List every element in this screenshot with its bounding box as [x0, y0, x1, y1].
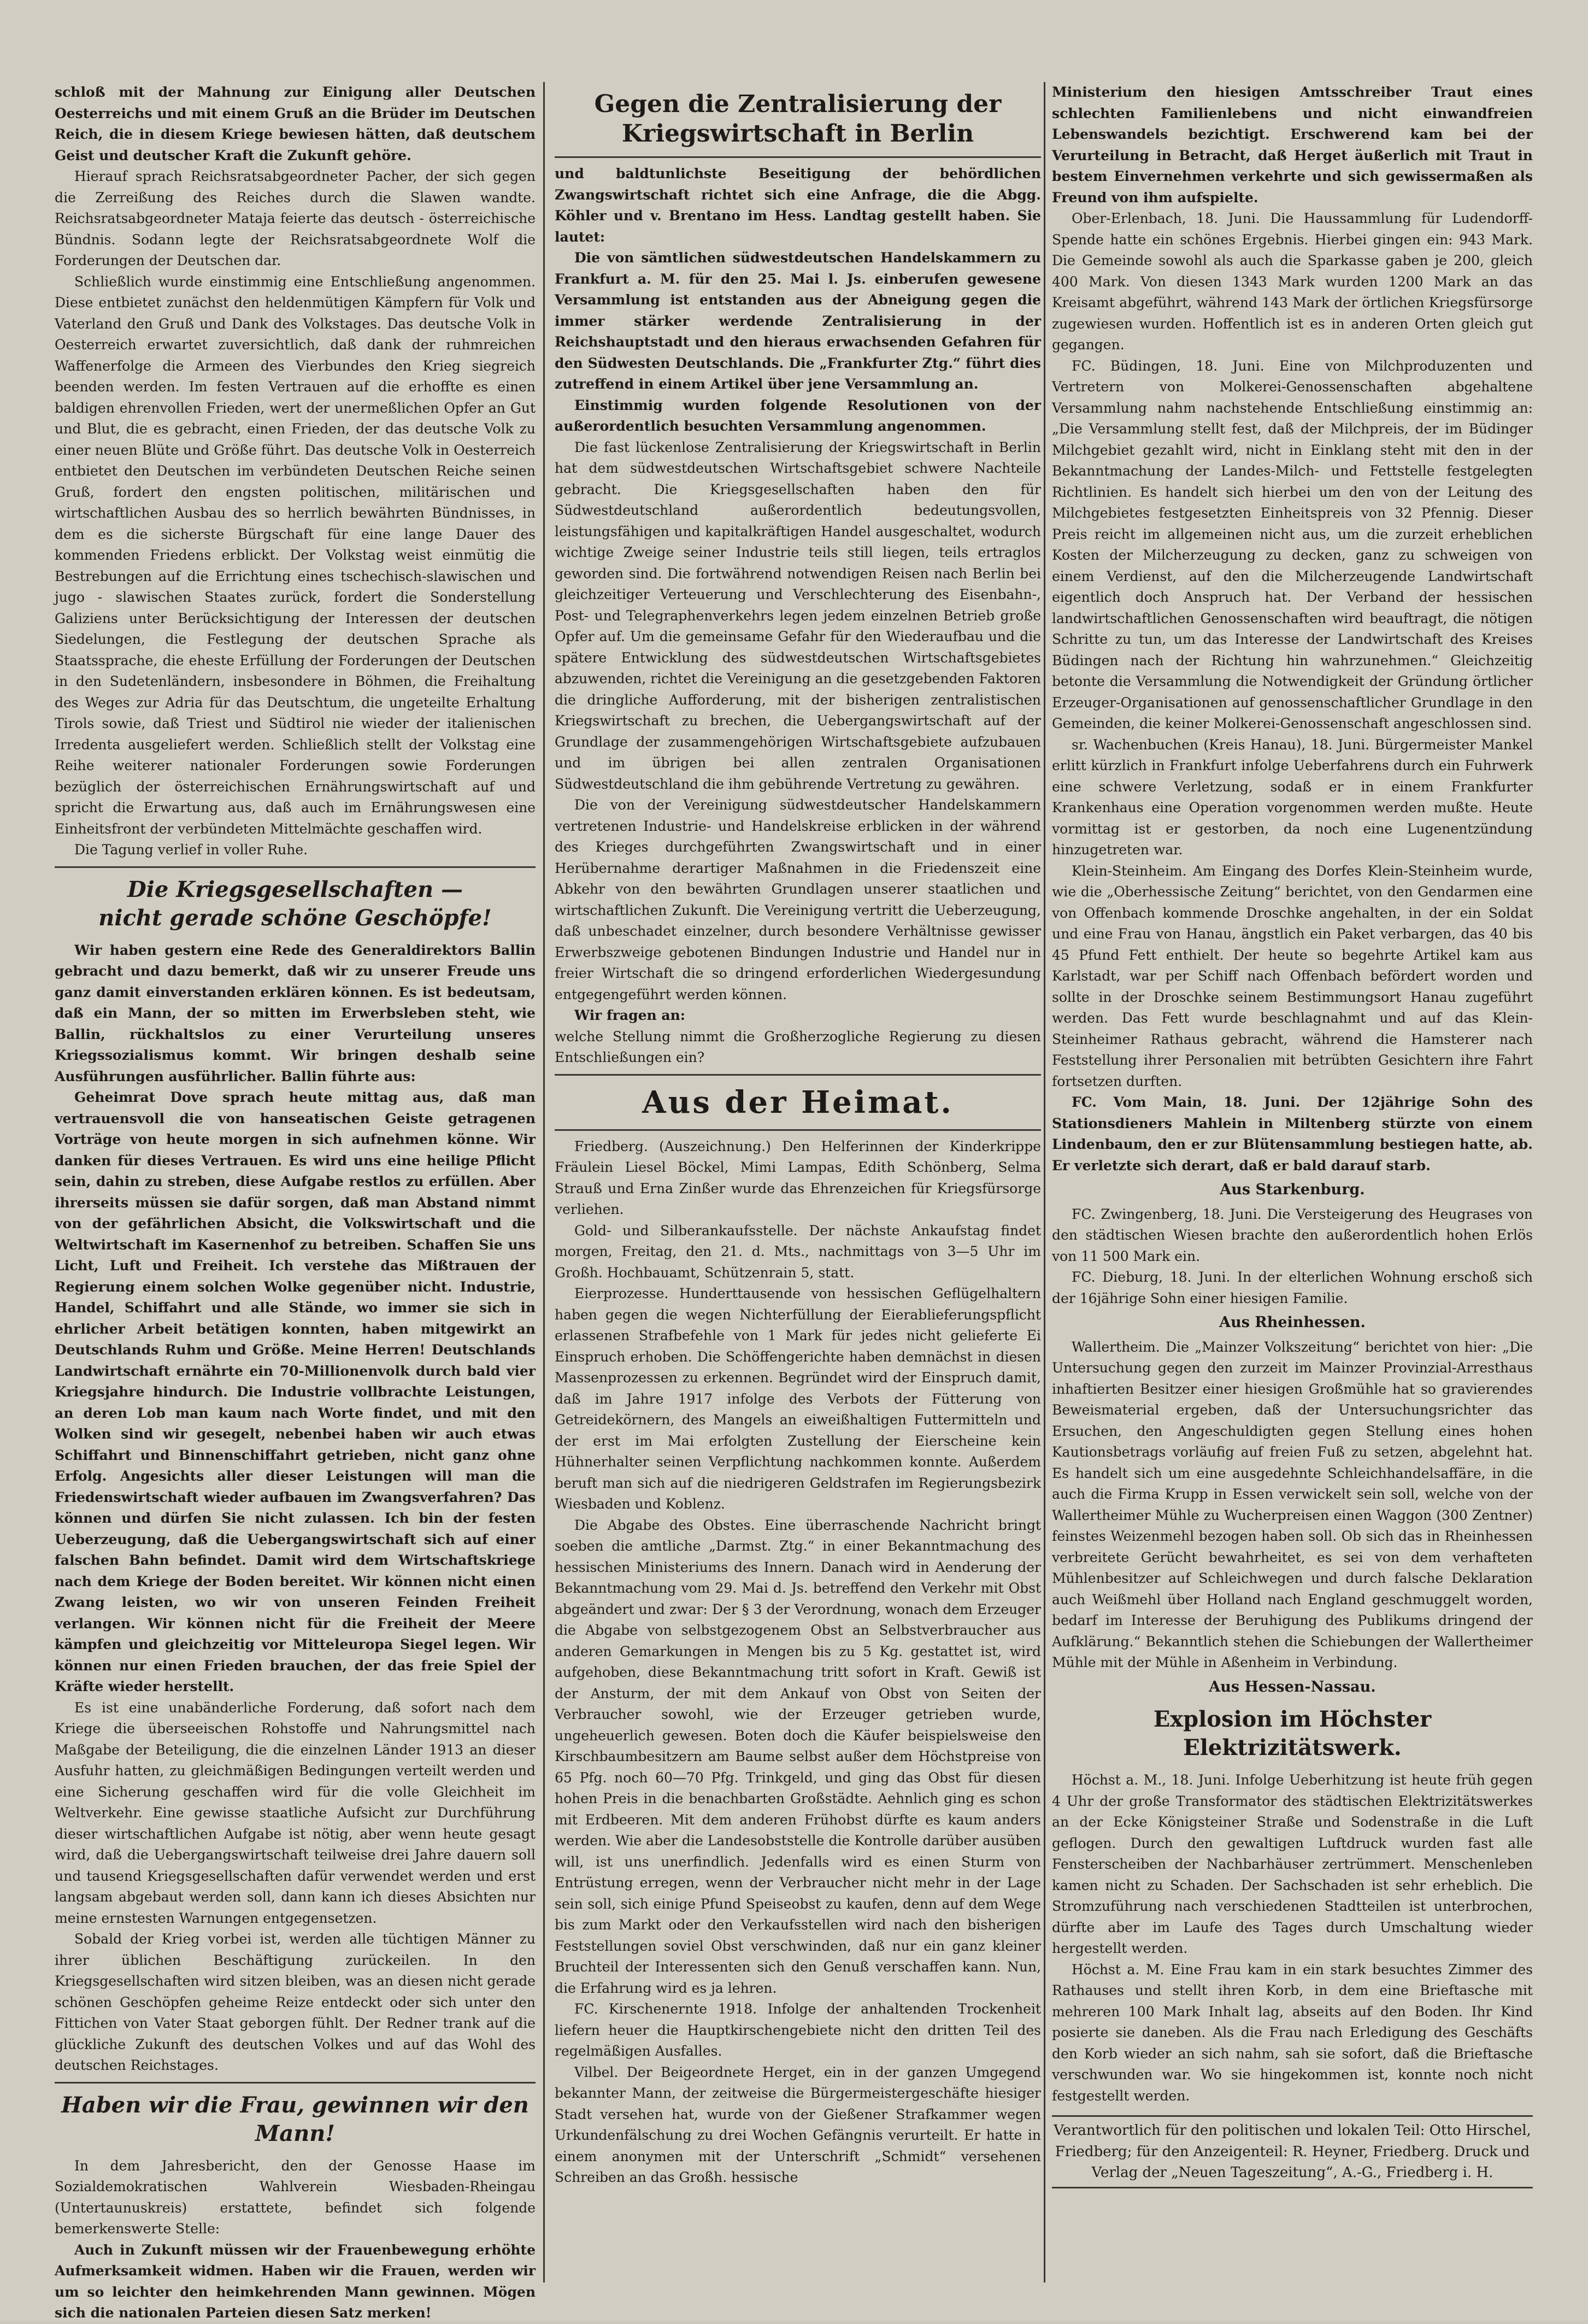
paragraph: Hierauf sprach Reichsratsabgeordneter Pacher, der sich gegen die Zerreißung des Reiches durch die Slawen wandte. Reichsratsabgeordneter Mataja feierte das deutsch - österreichische Bündnis. Sodann legte der Reichsratsabgeordnete Wolf die Forderungen der Deutschen dar.	[55, 168, 536, 268]
divider	[555, 156, 1041, 158]
headline: Explosion im Höchster Elektrizitätswerk.	[1153, 1706, 1432, 1760]
imprint: Verantwortlich für den politischen und lokalen Teil: Otto Hirschel, Friedberg; für den Anzeigenteil: R. Heyner, Friedberg. Druck und Verlag der „Neuen Tageszeitung“, A.-G., Friedberg i. H.	[1052, 2115, 1533, 2188]
headline: Haben wir die Frau, gewinnen wir den Mann!	[61, 2092, 529, 2146]
paragraph: Wir fragen an:	[574, 1007, 686, 1023]
column-divider	[543, 82, 545, 2282]
paragraph: Einstimmig wurden folgende Resolutionen von der außerordentlich besuchten Versammlung angenommen.	[555, 397, 1041, 434]
paragraph: FC. Kirschenernte 1918. Infolge der anhaltenden Trockenheit liefern heuer die Hauptkirschengebiete nicht den dritten Teil des regelmäßigen Ausfalles.	[555, 2001, 1041, 2059]
paragraph: Die Abgabe des Obstes. Eine überraschende Nachricht bringt soeben die amtliche „Darmst. Ztg.“ in einer Bekanntmachung des hessischen Ministeriums des Innern. Danach wird in Aenderung der Bekanntmachung vom 29. Mai d. Js. betreffend den Verkehr mit Obst abgeändert und zwar: Der § 3 der Verordnung, wonach dem Erzeuger die Abgabe von selbstgezogenem Obst an Selbstverbraucher aus anderen Gemarkungen in Mengen bis zu 5 Kg. gestattet ist, wird aufgehoben, diese Bekanntmachung tritt sofort in Kraft. Gewiß ist der Ansturm, der mit dem Ankauf von Obst von Seiten der Verbraucher sowohl, wie der Erzeuger getrieben wurde, ungeheuerlich gewesen. Boten doch die Käufer beispielsweise den Kirschbaumbesitzern am Baume selbst außer dem Höchstpreise von 65 Pfg. noch 60—70 Pfg. Trinkgeld, und ging das Obst für diesen hohen Preis in die benachbarten Großstädte. Aehnlich ging es schon mit Erdbeeren. Mit dem anderen Frühobst dürfte es kaum anders werden. Wie aber die Landesobststelle die Kontrolle darüber ausüben will, ist uns unerfindlich. Jedenfalls wird es einen Sturm von Entrüstung erregen, wenn der Verbraucher nicht mehr in der Lage sein soll, sich einige Pfund Speiseobst zu kaufen, denn auf dem Wege bis zum Markt oder den Verkaufsstellen wird nach den bisherigen Feststellungen soviel Obst verschwinden, daß nur ein ganz kleiner Bruchteil der Interessenten sich den Genuß verschaffen kann. Nun, die Erfahrung wird es ja lehren.	[555, 1517, 1041, 1996]
paragraph: Ministerium den hiesigen Amtsschreiber Traut eines schlechten Familienlebens und nicht einwandfreien Lebenswandels bezichtigt. Erschwerend kam bei der Verurteilung in Betracht, daß Herget äußerlich mit Traut in bestem Einvernehmen verkehrte und sich gewissermaßen als Freund von ihm aufspielte.	[1052, 84, 1533, 206]
headline-line: nicht gerade schöne Geschöpfe!	[98, 905, 492, 931]
paragraph: FC. Büdingen, 18. Juni. Eine von Milchproduzenten und Vertretern von Molkerei-Genossenschaften abgehaltene Versammlung nahm nachstehende Entschließung einstimmig an: „Die Versammlung stellt fest, daß der Milchpreis, der im Büdinger Milchgebiet gezahlt wird, nicht in Einklang steht mit den in der Bekanntmachung der Landes-Milch- und Fettstelle festgelegten Richtlinien. Es handelt sich hierbei um den von der Leitung des Milchgebietes festgesetzten Einheitspreis von 32 Pfennig. Dieser Preis reicht im allgemeinen nicht aus, um die zurzeit erheblichen Kosten der Milcherzeugung zu decken, ganz zu schweigen von einem Verdienst, auf den die Milcherzeugende Landwirtschaft eigentlich doch Anspruch hat. Der Verband der hessischen landwirtschaftlichen Genossenschaften wird beauftragt, die nötigen Schritte zu tun, um das Interesse der Landwirtschaft des Kreises Büdingen nach der Richtung hin wahrzunehmen.“ Gleichzeitig betonte die Versammlung die Notwendigkeit der Gründung örtlicher Erzeuger-Organisationen auf genossenschaftlicher Grundlage in den Gemeinden, die keiner Molkerei-Genossenschaft angeschlossen sind.	[1052, 357, 1533, 731]
paragraph: Die von der Vereinigung südwestdeutscher Handelskammern vertretenen Industrie- und Handelskreise erblicken in der während des Krieges durchgeführten Zwangswirtschaft und in einer Herübernahme derartiger Maßnahmen in die Friedenszeit eine Abkehr von den bewährten Grundlagen unserer staatlichen und wirtschaftlichen Zukunft. Die Vereinigung vertritt die Ueberzeugung, daß unbeschadet einzelner, durch besondere Verhältnisse gewisser Erwerbszweige gebotenen Bindungen Industrie und Handel nur in freier Wirtschaft die so dringend erforderlichen Wiedergesundung entgegengeführt werden können.	[555, 797, 1041, 1002]
paragraph: FC. Vom Main, 18. Juni. Der 12jährige Sohn des Stationsdieners Mahlein in Miltenberg stürzte von einem Lindenbaum, den er zur Blütensammlung bestiegen hatte, ab. Er verletzte sich derart, daß er bald darauf starb.	[1052, 1094, 1533, 1173]
paragraph: In dem Jahresbericht, den der Genosse Haase im Sozialdemokratischen Wahlverein Wiesbaden-Rheingau (Untertaunuskreis) erstattete, befindet sich folgende bemerkenswerte Stelle:	[55, 2157, 536, 2237]
paragraph: Auch in Zukunft müssen wir der Frauenbewegung erhöhte Aufmerksamkeit widmen. Haben wir die Frauen, werden wir um so leichter den heimkehrenden Mann gewinnen. Mögen sich die nationalen Parteien diesen Satz merken!	[55, 2241, 536, 2321]
paragraph: Eierprozesse. Hunderttausende von hessischen Geflügelhaltern haben gegen die wegen Nichterfüllung der Eierablieferungspflicht erlassenen Strafbefehle von 1 Mark für jedes nicht gelieferte Ei Einspruch erhoben. Die Schöffengerichte haben demnächst in diesen Massenprozessen zu erkennen. Begründet wird der Einspruch damit, daß im Jahre 1917 infolge des Verbots der Fütterung von Getreidekörnern, des Mangels an eiweißhaltigen Futtermitteln und der erst im Mai erfolgten Zustellung der Eierscheine kein Hühnerhalter seinen Verpflichtung nachkommen konnte. Außerdem beruft man sich auf die niedrigeren Geldstrafen im Regierungsbezirk Wiesbaden und Koblenz.	[555, 1286, 1041, 1512]
subheading: Aus Starkenburg.	[1220, 1181, 1365, 1198]
subheading: Aus Rheinhessen.	[1219, 1314, 1366, 1331]
column-1	[55, 82, 536, 2321]
paragraph: Die Tagung verlief in voller Ruhe.	[74, 842, 308, 858]
paragraph: Wallertheim. Die „Mainzer Volkszeitung“ berichtet von hier: „Die Untersuchung gegen den zurzeit im Mainzer Provinzial-Arresthaus inhaftierten Besitzer einer hiesigen Großmühle hat so gravierendes Beweismaterial ergeben, daß der Untersuchungsrichter das Ersuchen, den Angeschuldigten gegen Stellung eines hohen Kautionsbetrags vorläufig auf freien Fuß zu setzen, abgelehnt hat. Es handelt sich um eine ausgedehnte Schleichhandelsaffäre, in die auch die Firma Krupp in Essen verwickelt sein soll, welche von der Wallertheimer Mühle zu Wucherpreisen einen Waggon (300 Zentner) feinstes Weizenmehl bezogen haben soll. Ob sich das in Rheinhessen verbreitete Gerücht bewahrheitet, es sei von dem verhafteten Mühlenbesitzer auf Schleichwegen und durch falsche Deklaration auch Weißmehl über Holland nach England geschmuggelt worden, bedarf im Interesse der Beruhigung des Publikums dringend der Aufklärung.“ Bekanntlich stehen die Schiebungen der Wallertheimer Mühle mit der Mühle in Aßenheim in Verbindung.	[1052, 1339, 1533, 1670]
divider	[555, 1074, 1041, 1076]
paragraph: FC. Zwingenberg, 18. Juni. Die Versteigerung des Heugrases von den städtischen Wiesen brachte den außerordentlich hohen Erlös von 11 500 Mark ein.	[1052, 1206, 1533, 1264]
paragraph: und baldtunlichste Beseitigung der behördlichen Zwangswirtschaft richtet sich eine Anfrage, die die Abgg. Köhler und v. Brentano im Hess. Landtag gestellt haben. Sie lautet:	[555, 166, 1041, 245]
paragraph: Die von sämtlichen südwestdeutschen Handelskammern zu Frankfurt a. M. für den 25. Mai l. Js. einberufen gewesene Versammlung ist entstanden aus der Abneigung gegen die immer stärker werdende Zentralisierung in der Reichshauptstadt und den hieraus erwachsenden Gefahren für den Südwesten Deutschlands. Die „Frankfurter Ztg.“ führt dies zutreffend in einem Artikel über jene Versammlung an.	[555, 250, 1041, 392]
column-2	[555, 82, 1041, 2299]
paragraph: Vilbel. Der Beigeordnete Herget, ein in der ganzen Umgegend bekannter Mann, der zeitweise die Bürgermeistergeschäfte hiesiger Stadt versehen hat, wurde von der Gießener Strafkammer wegen Urkundenfälschung zu drei Wochen Gefängnis verurteilt. Er hatte in einem anonymen mit der Unterschrift „Schmidt“ versehenen Schreiben an das Großh. hessische	[555, 2064, 1041, 2185]
paragraph: Es ist eine unabänderliche Forderung, daß sofort nach dem Kriege die überseeischen Rohstoffe und Nahrungsmittel nach Maßgabe der Beteiligung, die die einzelnen Länder 1913 an dieser Ausfuhr hatten, zu gleichmäßigen Bedingungen verteilt werden und eine Sicherung geschaffen wird für die volle Gleichheit im Weltverkehr. Eine gewisse staatliche Aufsicht zur Durchführung dieser wirtschaftlichen Aufgabe ist nötig, aber wenn heute gesagt wird, daß die Uebergangswirtschaft teilweise drei Jahre dauern soll und tausend Kriegsgesellschaften dafür verwendet werden und erst langsam abgebaut werden soll, dann kann ich dieses Absichten nur meine ernstesten Warnungen entgegensetzen.	[55, 1699, 536, 1926]
paragraph: Die fast lückenlose Zentralisierung der Kriegswirtschaft in Berlin hat dem südwestdeutschen Wirtschaftsgebiet schwere Nachteile gebracht. Die Kriegsgesellschaften haben den für Südwestdeutschland außerordentlich bedeutungsvollen, leistungsfähigen und kapitalkräftigen Handel ausgeschaltet, wodurch wichtige Zweige seiner Industrie teils still liegen, teils ertraglos geworden sind. Die fortwährend notwendigen Reisen nach Berlin bei gleichzeitiger Verteuerung und Verschlechterung des Eisenbahn-, Post- und Telegraphenverkehrs legen jedem einzelnen Betrieb große Opfer auf. Um die gemeinsame Gefahr für den Wiederaufbau und die spätere Entwicklung des südwestdeutschen Wirtschaftsgebietes abzuwenden, richtet die Vereinigung an die gesetzgebenden Faktoren die dringliche Aufforderung, mit der bisherigen zentralistischen Kriegswirtschaft zu brechen, die Uebergangswirtschaft auf der Grundlage der zusammengehörigen Wirtschaftsgebiete aufzubauen und im übrigen bei allen zentralen Organisationen Südwestdeutschland die ihm gebührende Vertretung zu gewähren.	[555, 439, 1041, 792]
paragraph: welche Stellung nimmt die Großherzogliche Regierung zu diesen Entschließungen ein?	[555, 1028, 1041, 1065]
paragraph: Sobald der Krieg vorbei ist, werden alle tüchtigen Männer zu ihrer üblichen Beschäftigung zurückeilen. In den Kriegsgesellschaften wird sitzen bleiben, was an diesen nicht gerade schönen Geschöpfen geheime Reize entdeckt oder sich unter den Fittichen von Vater Staat geborgen fühlt. Der Redner trank auf die glückliche Zukunft des deutschen Volkes und auf das Wohl des deutschen Reichstages.	[55, 1931, 536, 2073]
paragraph: FC. Dieburg, 18. Juni. In der elterlichen Wohnung erschoß sich der 16jährige Sohn einer hiesigen Familie.	[1052, 1269, 1533, 1306]
column-divider	[1044, 82, 1045, 2282]
divider	[55, 2082, 536, 2084]
paragraph: sr. Wachenbuchen (Kreis Hanau), 18. Juni. Bürgermeister Mankel erlitt kürzlich in Frankfurt infolge Ueberfahrens durch ein Fuhrwerk eine schwere Verletzung, sodaß er in einem Frankfurter Krankenhaus eine Operation vorgenommen werden mußte. Heute vormittag ist er gestorben, da noch eine Lugenentzündung hinzugetreten war.	[1052, 736, 1533, 858]
headline-line: Die Kriegsgesellschaften —	[127, 876, 463, 902]
column-3	[1052, 82, 1533, 2299]
divider	[55, 866, 536, 868]
paragraph: Gold- und Silberankaufsstelle. Der nächste Ankaufstag findet morgen, Freitag, den 21. d. Mts., nachmittags von 3—5 Uhr im Großh. Hochbauamt, Schützenrain 5, statt.	[555, 1222, 1041, 1281]
headline	[55, 876, 536, 932]
paragraph: Höchst a. M., 18. Juni. Infolge Ueberhitzung ist heute früh gegen 4 Uhr der große Transformator des städtischen Elektrizitätswerkes an der Ecke Königsteiner Straße und Sodenstraße in die Luft geflogen. Durch den gewaltigen Luftdruck wurden fast alle Fensterscheiben der Nachbarhäuser zertrümmert. Menschenleben kamen nicht zu Schaden. Der Sachschaden ist sehr erheblich. Die Stromzuführung nach verschiedenen Stadtteilen ist unterbrochen, dürfte aber im Laufe des Tages durch Umschaltung wieder hergestellt werden.	[1052, 1772, 1533, 1956]
section-heading: Aus der Heimat.	[642, 1084, 954, 1120]
paragraph: Friedberg. (Auszeichnung.) Den Helferinnen der Kinderkrippe Fräulein Liesel Böckel, Mimi Lampas, Edith Schönberg, Selma Strauß und Erna Zinßer wurde das Ehrenzeichen für Kriegsfürsorge verliehen.	[555, 1138, 1041, 1217]
headline: Gegen die Zentralisierung der Kriegswirtschaft in Berlin	[594, 90, 1002, 148]
paragraph: Höchst a. M. Eine Frau kam in ein stark besuchtes Zimmer des Rathauses und stellt ihren Korb, in dem eine Brieftasche mit mehreren 100 Mark Inhalt lag, abseits auf den Boden. Ihr Kind posierte sie daneben. Als die Frau nach Erledigung des Geschäfts den Korb wieder an sich nahm, sah sie sofort, daß die Brieftasche verschwunden war. Wo sie hingekommen ist, konnte noch nicht festgestellt werden.	[1052, 1961, 1533, 2104]
paragraph: Wir haben gestern eine Rede des Generaldirektors Ballin gebracht und dazu bemerkt, daß wir zu unserer Freude uns ganz damit einverstanden erklären können. Es ist bedeutsam, daß ein Mann, der so mitten im Erwerbsleben steht, wie Ballin, rückhaltslos zu einer Verurteilung unseres Kriegssozialismus kommt. Wir bringen deshalb seine Ausführungen ausführlicher. Ballin führte aus:	[55, 942, 536, 1084]
divider	[555, 1129, 1041, 1131]
paragraph: schloß mit der Mahnung zur Einigung aller Deutschen Oesterreichs und mit einem Gruß an die Brüder im Deutschen Reich, die in diesem Kriege bewiesen hätten, daß deutschem Geist und deutscher Kraft die Zukunft gehöre.	[55, 84, 536, 163]
subheading: Aus Hessen-Nassau.	[1209, 1678, 1376, 1695]
paragraph: Ober-Erlenbach, 18. Juni. Die Haussammlung für Ludendorff-Spende hatte ein schönes Ergebnis. Hierbei gingen ein: 943 Mark. Die Gemeinde sowohl als auch die Sparkasse gaben je 200, gleich 400 Mark. Von diesen 1343 Mark wurden 1200 Mark an das Kreisamt abgeführt, während 143 Mark der örtlichen Kriegsfürsorge zugewiesen wurden. Hoffentlich ist es in anderen Orten gleich gut gegangen.	[1052, 210, 1533, 353]
paragraph: Geheimrat Dove sprach heute mittag aus, daß man vertrauensvoll die von hanseatischen Geiste getragenen Vorträge von heute morgen in sich aufnehmen könne. Wir danken für dieses Vertrauen. Es wird uns eine heilige Pflicht sein, dahin zu streben, diese Aufgabe restlos zu erfüllen. Aber ihrerseits müssen sie dafür sorgen, daß man Abstand nimmt von der gefährlichen Absicht, die Volkswirtschaft und die Weltwirtschaft im Kasernenhof zu betreiben. Schaffen Sie uns Licht, Luft und Freiheit. Ich verstehe das Mißtrauen der Regierung einem solchen Wolke gegenüber nicht. Industrie, Handel, Schiffahrt und alle Stände, wo immer sie sich in ehrlicher Arbeit betätigen konnten, haben mitgewirkt an Deutschlands Ruhm und Größe. Meine Herren! Deutschlands Landwirtschaft ernährte ein 70-Millionenvolk durch bald vier Kriegsjahre hindurch. Die Industrie vollbrachte Leistungen, an deren Lob man kaum nach Worte findet, und mit den Wolken sind wir gesegelt, nebenbei haben wir auch etwas Schiffahrt und Binnenschiffahrt getrieben, nicht ganz ohne Erfolg. Angesichts aller dieser Leistungen will man die Friedenswirtschaft wieder aufbauen im Zwangsverfahren? Das können und dürfen Sie nicht zulassen. Ich bin der festen Ueberzeugung, daß die Uebergangswirtschaft sich auf einer falschen Bahn befindet. Damit wird dem Wirtschaftskriege nach dem Kriege der Boden bereitet. Wir können nicht einen Zwang leisten, wo wir von unseren Feinden Freiheit verlangen. Wir können nicht für die Freiheit der Meere kämpfen und gleichzeitig vor Mitteleuropa Siegel legen. Wir können nur einen Frieden brauchen, der das freie Spiel der Kräfte wieder herstellt.	[55, 1089, 536, 1694]
paragraph: Schließlich wurde einstimmig eine Entschließung angenommen. Diese entbietet zunächst den heldenmütigen Kämpfern für Volk und Vaterland den Gruß und Dank des Volkstages. Das deutsche Volk in Oesterreich erwartet zuversichtlich, daß dank der ruhmreichen Waffenerfolge die Armeen des Vierbundes den Krieg siegreich beenden werden. Im festen Vertrauen auf die erhoffte es einen baldigen ehrenvollen Frieden, wert der unermeßlichen Opfer an Gut und Blut, die es gebracht, einen Frieden, der das deutsche Volk zu einer neuen Blüte und Größe führt. Das deutsche Volk in Oesterreich entbietet den Deutschen im verbündeten Deutschen Reiche seinen Gruß, fordert den engsten politischen, militärischen und wirtschaftlichen Ausbau des so herrlich bewährten Bündnisses, in dem es die sicherste Bürgschaft für eine lange Dauer des kommenden Friedens erblickt. Der Volkstag weist einmütig die Bestrebungen auf die Errichtung eines tschechisch-slawischen und jugo - slawischen Staates zurück, fordert die Sonderstellung Galiziens unter Berücksichtigung der Interessen der deutschen Siedelungen, die Festlegung der deutschen Sprache als Staatssprache, die eheste Erfüllung der Forderungen der Deutschen in den Sudetenländern, insbesondere in Böhmen, die Freihaltung des Weges zur Adria für das Deutschtum, die ungeteilte Erhaltung Tirols sowie, daß Triest und Südtirol nie wieder der italienischen Irredenta ausgeliefert werden. Schließlich stellt der Volkstag eine Reihe weiterer nationaler Forderungen sowie Forderungen bezüglich der österreichischen Ernährungswirtschaft auf und spricht die Erwartung aus, daß auch im Ernährungswesen eine Einheitsfront der verbündeten Mittelmächte geschaffen wird.	[55, 273, 536, 837]
paragraph: Klein-Steinheim. Am Eingang des Dorfes Klein-Steinheim wurde, wie die „Oberhessische Zeitung“ berichtet, von den Gendarmen eine von Offenbach kommende Droschke angehalten, in der ein Soldat und eine Frau von Hanau, ängstlich ein Paket verbargen, das 40 bis 45 Pfund Fett enthielt. Der heute so begehrte Artikel kam aus Karlstadt, war per Schiff nach Offenbach befördert worden und sollte in der Droschke seinem Bestimmungsort Hanau zugeführt werden. Das Fett wurde beschlagnahmt und auf das Klein-Steinheimer Rathaus gebracht, während die Hamsterer nach Feststellung ihrer Personalien mit betrübten Gesichtern ihre Fahrt fortsetzen durften.	[1052, 862, 1533, 1089]
